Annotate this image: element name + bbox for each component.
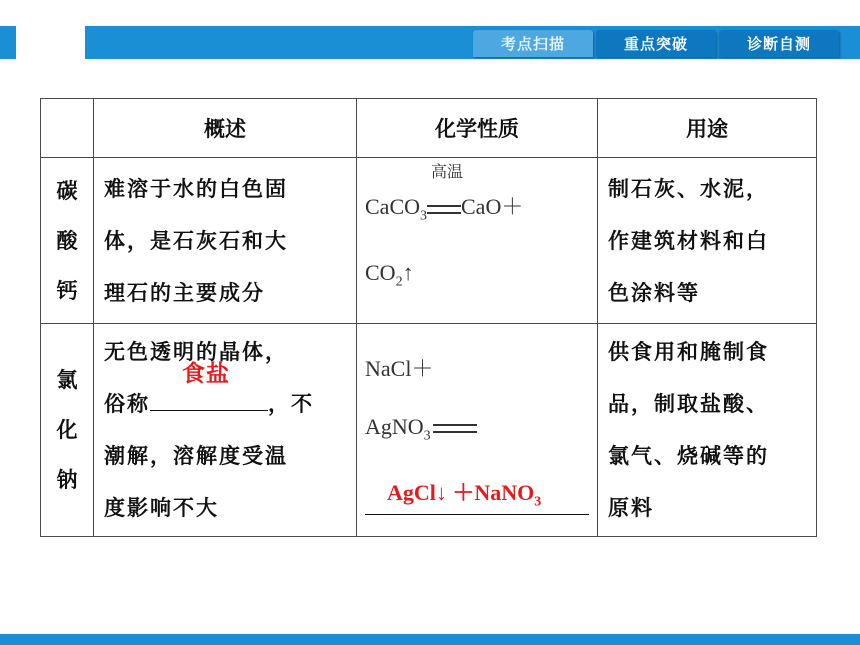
category-char: 酸	[56, 228, 78, 253]
uses-cell	[598, 158, 817, 324]
uses-line: 供食用和腌制食	[608, 340, 769, 364]
formula-text: NaCl＋	[365, 355, 434, 381]
uses-cell	[598, 324, 817, 537]
description-line: 理石的主要成分	[104, 280, 265, 305]
answer-formula-subscript: 3	[534, 494, 542, 510]
tab-key-breakthrough[interactable]: 重点突破	[596, 30, 716, 57]
header-cell-overview: 概述	[94, 99, 357, 158]
formula-subscript: 3	[423, 428, 431, 444]
formula-text: AgNO	[365, 413, 424, 439]
formula-text: CaCO	[365, 194, 420, 220]
header-cell-category	[41, 99, 94, 158]
equals-sign	[427, 205, 461, 214]
uses-line: 作建筑材料和白	[608, 228, 769, 253]
formula-subscript: 3	[420, 208, 427, 224]
salt-comparison-table	[40, 98, 817, 537]
formula-subscript: 2	[395, 273, 403, 289]
uses-line: 品，制取盐酸、	[608, 392, 769, 416]
answer-text: 食盐	[182, 361, 230, 387]
answer-formula	[387, 476, 541, 510]
header-accent-square	[0, 26, 16, 59]
category-char: 钙	[56, 278, 78, 303]
description-line: 度影响不大	[104, 496, 219, 520]
category-cell-sodium-chloride	[41, 324, 94, 537]
description-line: 体，是石灰石和大	[104, 228, 288, 253]
description-line: 潮解，溶解度受温	[104, 444, 288, 468]
property-cell	[357, 158, 598, 324]
answer-formula-text: AgCl↓ ＋NaNO	[387, 480, 535, 506]
equation-line-1	[357, 162, 597, 244]
equation-line-1	[357, 343, 597, 395]
category-char: 钠	[56, 468, 78, 492]
category-char: 碳	[56, 178, 78, 203]
formula-text: CaO＋	[461, 194, 524, 220]
tab-exam-points[interactable]: 考点扫描	[473, 30, 593, 57]
description-line: 无色透明的晶体，	[104, 340, 288, 364]
formula-text: ↑	[402, 259, 414, 285]
uses-line: 氯气、烧碱等的	[608, 444, 769, 468]
equals-sign	[433, 424, 477, 433]
table-row	[41, 158, 817, 324]
answer-blank-line	[365, 468, 589, 515]
uses-line: 色涂料等	[608, 280, 700, 305]
description-line-with-blank	[94, 361, 356, 430]
description-text: 俗称	[104, 392, 150, 416]
category-char: 化	[56, 418, 78, 442]
reaction-condition-arrow	[427, 162, 463, 235]
header-cell-chemical-property: 化学性质	[357, 99, 598, 158]
content-table-wrapper	[40, 98, 817, 537]
table-header-row	[41, 99, 817, 158]
formula-text: CO	[365, 259, 396, 285]
footer-bar	[0, 634, 860, 645]
property-cell	[357, 324, 598, 537]
reaction-condition: 高温	[430, 162, 463, 182]
uses-line: 原料	[608, 496, 654, 520]
description-cell	[94, 158, 357, 324]
category-cell-calcium-carbonate	[41, 158, 94, 324]
description-cell	[94, 324, 357, 537]
uses-line: 制石灰、水泥，	[608, 176, 769, 201]
description-text: ，不	[268, 392, 314, 416]
header-cell-uses: 用途	[598, 99, 817, 158]
table-row	[41, 324, 817, 537]
description-line: 难溶于水的白色固	[104, 176, 288, 201]
category-char: 氯	[56, 368, 78, 392]
equation-line-2	[357, 245, 597, 310]
equation-line-2	[357, 395, 597, 468]
tab-self-test[interactable]: 诊断自测	[719, 30, 839, 57]
